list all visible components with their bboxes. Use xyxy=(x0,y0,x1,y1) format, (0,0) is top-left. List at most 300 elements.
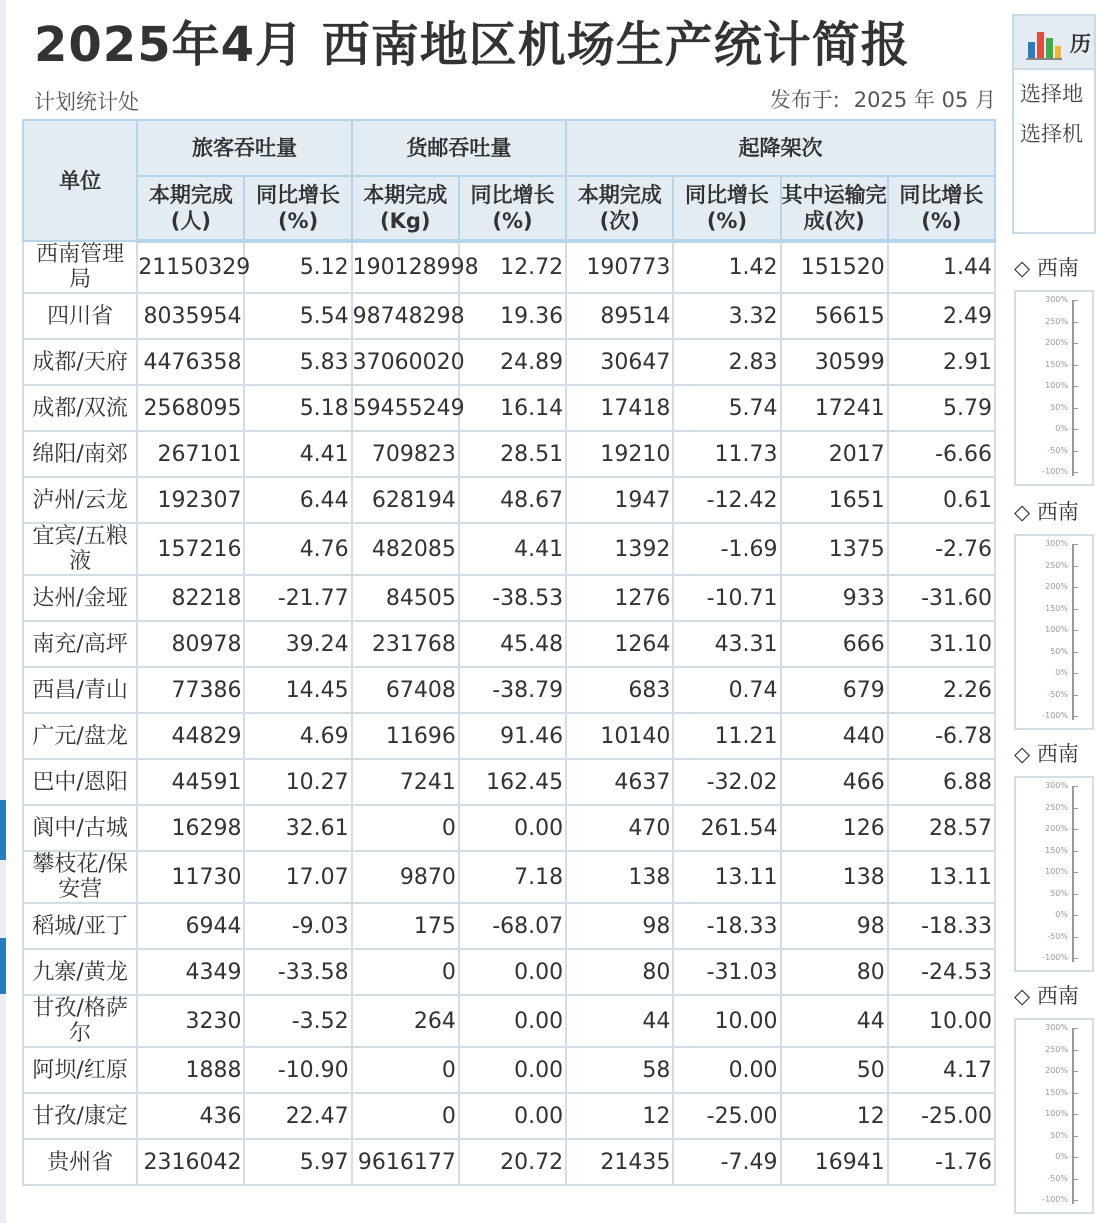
mini-chart-tick xyxy=(1072,937,1078,938)
published-date: 2025 年 05 月 xyxy=(853,88,996,112)
value-cell: -1.69 xyxy=(673,523,780,575)
subheader: 同比增长(%) xyxy=(673,176,780,241)
value-cell: 482085 xyxy=(352,523,459,575)
table-row xyxy=(23,293,995,339)
value-cell: 10140 xyxy=(566,713,673,759)
mini-chart-tick-label: 0% xyxy=(1055,424,1068,433)
value-cell: 1375 xyxy=(781,523,888,575)
value-cell: -18.33 xyxy=(673,903,780,949)
unit-cell: 巴中/恩阳 xyxy=(23,759,137,805)
mini-chart-tick-label: 200% xyxy=(1045,582,1068,591)
table-row xyxy=(23,667,995,713)
table-row xyxy=(23,903,995,949)
value-cell: 10.00 xyxy=(888,995,995,1047)
value-cell: 440 xyxy=(781,713,888,759)
mini-chart-tick xyxy=(1072,652,1078,653)
value-cell: 933 xyxy=(781,575,888,621)
value-cell: 264 xyxy=(352,995,459,1047)
mini-chart-tick-label: 150% xyxy=(1045,845,1068,855)
value-cell: -25.00 xyxy=(888,1093,995,1139)
mini-chart-tick-label: -50% xyxy=(1047,689,1068,699)
value-cell: 44591 xyxy=(137,759,244,805)
value-cell: 1264 xyxy=(566,621,673,667)
value-cell: 12 xyxy=(566,1093,673,1139)
unit-cell: 阆中/古城 xyxy=(23,805,137,851)
statistics-table xyxy=(22,119,996,1186)
unit-cell: 贵州省 xyxy=(23,1139,137,1185)
subheader: 其中运输完成(次) xyxy=(781,176,888,241)
mini-chart-tick-label: 200% xyxy=(1045,1066,1068,1075)
mini-chart-tick-label: 150% xyxy=(1045,1087,1068,1097)
unit-cell: 西昌/青山 xyxy=(23,667,137,713)
bar-chart-icon xyxy=(1026,28,1062,60)
mini-chart-tick-label: 300% xyxy=(1045,781,1068,790)
value-cell: 30647 xyxy=(566,339,673,385)
mini-chart-tick xyxy=(1072,300,1078,301)
mini-chart-tick xyxy=(1072,786,1078,787)
value-cell: 89514 xyxy=(566,293,673,339)
mini-chart-tick-label: 150% xyxy=(1045,603,1068,613)
value-cell: 4476358 xyxy=(137,339,244,385)
value-cell: 5.79 xyxy=(888,385,995,431)
table-row xyxy=(23,995,995,1047)
mini-chart-tick-label: 50% xyxy=(1050,402,1068,412)
value-cell: 98 xyxy=(781,903,888,949)
value-cell: -2.76 xyxy=(888,523,995,575)
mini-chart-tick-label: 50% xyxy=(1050,646,1068,656)
value-cell: 1888 xyxy=(137,1047,244,1093)
value-cell: 2017 xyxy=(781,431,888,477)
value-cell: 44829 xyxy=(137,713,244,759)
value-cell: -6.66 xyxy=(888,431,995,477)
mini-chart-tick-label: -100% xyxy=(1042,467,1068,476)
unit-cell: 甘孜/格萨尔 xyxy=(23,995,137,1047)
section-heading: ◇ 西南 xyxy=(1014,500,1079,524)
mini-chart-tick xyxy=(1072,1179,1078,1180)
value-cell: 17.07 xyxy=(244,851,351,903)
value-cell: -68.07 xyxy=(459,903,566,949)
table-row xyxy=(23,1047,995,1093)
value-cell: -7.49 xyxy=(673,1139,780,1185)
value-cell: 3.32 xyxy=(673,293,780,339)
value-cell: 5.54 xyxy=(244,293,351,339)
value-cell: 2.26 xyxy=(888,667,995,713)
value-cell: -31.03 xyxy=(673,949,780,995)
mini-chart xyxy=(1014,534,1094,730)
value-cell: 16298 xyxy=(137,805,244,851)
value-cell: 5.18 xyxy=(244,385,351,431)
mini-chart-tick xyxy=(1072,322,1078,323)
mini-chart-tick xyxy=(1072,343,1078,344)
value-cell: 709823 xyxy=(352,431,459,477)
mini-chart-tick-label: 300% xyxy=(1045,539,1068,548)
mini-chart-tick-label: 0% xyxy=(1055,668,1068,677)
value-cell: 0.00 xyxy=(459,1047,566,1093)
mini-chart-tick-label: 100% xyxy=(1045,1109,1068,1118)
value-cell: 16941 xyxy=(781,1139,888,1185)
value-cell: -21.77 xyxy=(244,575,351,621)
value-cell: 261.54 xyxy=(673,805,780,851)
value-cell: 1.44 xyxy=(888,241,995,293)
value-cell: 267101 xyxy=(137,431,244,477)
unit-cell: 达州/金垭 xyxy=(23,575,137,621)
unit-cell: 阿坝/红原 xyxy=(23,1047,137,1093)
mini-chart xyxy=(1014,1018,1094,1214)
mini-chart-tick xyxy=(1072,894,1078,895)
value-cell: 67408 xyxy=(352,667,459,713)
mini-chart-tick-label: 250% xyxy=(1045,802,1068,812)
mini-chart-tick-label: -100% xyxy=(1042,711,1068,720)
mini-chart-tick xyxy=(1072,630,1078,631)
value-cell: 4.41 xyxy=(459,523,566,575)
value-cell: 48.67 xyxy=(459,477,566,523)
value-cell: 43.31 xyxy=(673,621,780,667)
value-cell: 44 xyxy=(781,995,888,1047)
value-cell: -24.53 xyxy=(888,949,995,995)
value-cell: 12.72 xyxy=(459,241,566,293)
mini-chart xyxy=(1014,776,1094,972)
mini-chart-tick-label: 0% xyxy=(1055,1152,1068,1161)
value-cell: 11730 xyxy=(137,851,244,903)
value-cell: 58 xyxy=(566,1047,673,1093)
unit-cell: 稻城/亚丁 xyxy=(23,903,137,949)
value-cell: -38.53 xyxy=(459,575,566,621)
value-cell: 4.17 xyxy=(888,1047,995,1093)
value-cell: 20.72 xyxy=(459,1139,566,1185)
unit-header: 单位 xyxy=(23,120,137,241)
value-cell: 1651 xyxy=(781,477,888,523)
mini-chart-tick-label: 100% xyxy=(1045,625,1068,634)
mini-chart-tick xyxy=(1072,472,1078,473)
value-cell: 9870 xyxy=(352,851,459,903)
value-cell: 0.00 xyxy=(459,1093,566,1139)
side-panel xyxy=(1000,0,1091,1223)
mini-chart-tick-label: 50% xyxy=(1050,1130,1068,1140)
unit-cell: 攀枝花/保安营 xyxy=(23,851,137,903)
value-cell: 11696 xyxy=(352,713,459,759)
filter-box-header xyxy=(1014,16,1094,70)
value-cell: 5.97 xyxy=(244,1139,351,1185)
unit-cell: 泸州/云龙 xyxy=(23,477,137,523)
unit-cell: 四川省 xyxy=(23,293,137,339)
value-cell: 1276 xyxy=(566,575,673,621)
value-cell: 190128998 xyxy=(352,241,459,293)
value-cell: 4.41 xyxy=(244,431,351,477)
value-cell: 9616177 xyxy=(352,1139,459,1185)
value-cell: 5.74 xyxy=(673,385,780,431)
mini-chart-tick xyxy=(1072,673,1078,674)
value-cell: 138 xyxy=(781,851,888,903)
value-cell: 436 xyxy=(137,1093,244,1139)
mini-chart-tick-label: 100% xyxy=(1045,381,1068,390)
table-row xyxy=(23,851,995,903)
value-cell: 16.14 xyxy=(459,385,566,431)
value-cell: -3.52 xyxy=(244,995,351,1047)
mini-chart-tick-label: 0% xyxy=(1055,910,1068,919)
mini-chart-tick xyxy=(1072,695,1078,696)
section-heading: ◇ 西南 xyxy=(1014,984,1079,1008)
value-cell: 0.00 xyxy=(459,949,566,995)
value-cell: 683 xyxy=(566,667,673,713)
value-cell: 4349 xyxy=(137,949,244,995)
value-cell: 1392 xyxy=(566,523,673,575)
value-cell: 6944 xyxy=(137,903,244,949)
mini-chart-tick-label: 250% xyxy=(1045,1044,1068,1054)
value-cell: 2316042 xyxy=(137,1139,244,1185)
subheader: 同比增长(%) xyxy=(459,176,566,241)
mini-chart-tick-label: 300% xyxy=(1045,1023,1068,1032)
left-scroll-edge xyxy=(0,0,6,1223)
region-selector[interactable]: 选择地 xyxy=(1020,82,1083,106)
mini-chart-tick-label: -50% xyxy=(1047,931,1068,941)
table-row xyxy=(23,621,995,667)
value-cell: 0 xyxy=(352,949,459,995)
value-cell: 192307 xyxy=(137,477,244,523)
publish-info xyxy=(770,84,996,114)
value-cell: 5.83 xyxy=(244,339,351,385)
value-cell: 84505 xyxy=(352,575,459,621)
value-cell: 157216 xyxy=(137,523,244,575)
value-cell: -18.33 xyxy=(888,903,995,949)
value-cell: 666 xyxy=(781,621,888,667)
value-cell: 98 xyxy=(566,903,673,949)
mini-chart-tick-label: 250% xyxy=(1045,316,1068,326)
value-cell: 0.00 xyxy=(459,995,566,1047)
mini-chart-tick xyxy=(1072,1157,1078,1158)
mini-chart-tick xyxy=(1072,851,1078,852)
left-edge-mark xyxy=(0,938,6,994)
value-cell: 6.44 xyxy=(244,477,351,523)
table-row xyxy=(23,759,995,805)
value-cell: 98748298 xyxy=(352,293,459,339)
value-cell: 2.83 xyxy=(673,339,780,385)
mini-chart-tick-label: 200% xyxy=(1045,824,1068,833)
unit-cell: 甘孜/康定 xyxy=(23,1093,137,1139)
airport-selector[interactable]: 选择机 xyxy=(1020,122,1083,146)
value-cell: 80 xyxy=(781,949,888,995)
value-cell: 8035954 xyxy=(137,293,244,339)
value-cell: 10.27 xyxy=(244,759,351,805)
value-cell: 4.69 xyxy=(244,713,351,759)
table-row xyxy=(23,713,995,759)
value-cell: -32.02 xyxy=(673,759,780,805)
subheader: 本期完成(人) xyxy=(137,176,244,241)
mini-chart-tick xyxy=(1072,408,1078,409)
value-cell: 0 xyxy=(352,1047,459,1093)
value-cell: 190773 xyxy=(566,241,673,293)
page-title: 2025年4月 西南地区机场生产统计简报 xyxy=(34,17,910,73)
unit-cell: 广元/盘龙 xyxy=(23,713,137,759)
value-cell: 11.21 xyxy=(673,713,780,759)
table-row xyxy=(23,477,995,523)
mini-chart-tick xyxy=(1072,1028,1078,1029)
value-cell: 80978 xyxy=(137,621,244,667)
value-cell: -9.03 xyxy=(244,903,351,949)
value-cell: 1947 xyxy=(566,477,673,523)
value-cell: 4637 xyxy=(566,759,673,805)
value-cell: -10.71 xyxy=(673,575,780,621)
value-cell: 44 xyxy=(566,995,673,1047)
mini-chart-tick-label: 50% xyxy=(1050,888,1068,898)
subheader: 同比增长(%) xyxy=(888,176,995,241)
value-cell: 11.73 xyxy=(673,431,780,477)
unit-cell: 九寨/黄龙 xyxy=(23,949,137,995)
group-header-flights: 起降架次 xyxy=(566,120,995,176)
mini-chart-tick xyxy=(1072,829,1078,830)
mini-chart-tick-label: 100% xyxy=(1045,867,1068,876)
value-cell: 6.88 xyxy=(888,759,995,805)
subheader: 本期完成(次) xyxy=(566,176,673,241)
value-cell: 7241 xyxy=(352,759,459,805)
value-cell: -33.58 xyxy=(244,949,351,995)
value-cell: 2568095 xyxy=(137,385,244,431)
group-header-passengers: 旅客吞吐量 xyxy=(137,120,351,176)
mini-chart-tick xyxy=(1072,716,1078,717)
value-cell: 14.45 xyxy=(244,667,351,713)
department-label: 计划统计处 xyxy=(34,90,139,114)
mini-chart-tick xyxy=(1072,1200,1078,1201)
value-cell: 0.00 xyxy=(459,805,566,851)
table-row xyxy=(23,339,995,385)
mini-chart-tick xyxy=(1072,429,1078,430)
mini-chart-tick xyxy=(1072,1071,1078,1072)
value-cell: 466 xyxy=(781,759,888,805)
unit-cell: 西南管理局 xyxy=(23,241,137,293)
mini-chart-tick xyxy=(1072,587,1078,588)
value-cell: 3230 xyxy=(137,995,244,1047)
value-cell: 50 xyxy=(781,1047,888,1093)
value-cell: 59455249 xyxy=(352,385,459,431)
mini-chart-tick xyxy=(1072,915,1078,916)
unit-cell: 南充/高坪 xyxy=(23,621,137,667)
value-cell: 0.00 xyxy=(673,1047,780,1093)
value-cell: 0 xyxy=(352,805,459,851)
mini-chart-tick-label: -50% xyxy=(1047,445,1068,455)
value-cell: 231768 xyxy=(352,621,459,667)
value-cell: 175 xyxy=(352,903,459,949)
mini-chart-tick xyxy=(1072,451,1078,452)
mini-chart-tick xyxy=(1072,1050,1078,1051)
table-row xyxy=(23,431,995,477)
mini-chart-tick xyxy=(1072,808,1078,809)
value-cell: -31.60 xyxy=(888,575,995,621)
table-row xyxy=(23,385,995,431)
value-cell: 19210 xyxy=(566,431,673,477)
value-cell: 91.46 xyxy=(459,713,566,759)
value-cell: 39.24 xyxy=(244,621,351,667)
value-cell: 628194 xyxy=(352,477,459,523)
value-cell: 2.49 xyxy=(888,293,995,339)
value-cell: -12.42 xyxy=(673,477,780,523)
mini-chart-tick xyxy=(1072,1136,1078,1137)
mini-chart-tick xyxy=(1072,872,1078,873)
value-cell: 0 xyxy=(352,1093,459,1139)
mini-chart-tick xyxy=(1072,1114,1078,1115)
mini-chart-tick xyxy=(1072,386,1078,387)
mini-chart-tick xyxy=(1072,566,1078,567)
unit-cell: 成都/双流 xyxy=(23,385,137,431)
value-cell: 0.74 xyxy=(673,667,780,713)
group-header-cargo: 货邮吞吐量 xyxy=(352,120,566,176)
value-cell: 37060020 xyxy=(352,339,459,385)
mini-chart-tick-label: -100% xyxy=(1042,953,1068,962)
value-cell: 1.42 xyxy=(673,241,780,293)
value-cell: 5.12 xyxy=(244,241,351,293)
panel-title: 历 xyxy=(1070,32,1091,56)
mini-chart-tick xyxy=(1072,365,1078,366)
value-cell: 22.47 xyxy=(244,1093,351,1139)
value-cell: 56615 xyxy=(781,293,888,339)
unit-cell: 绵阳/南郊 xyxy=(23,431,137,477)
value-cell: 19.36 xyxy=(459,293,566,339)
unit-cell: 宜宾/五粮液 xyxy=(23,523,137,575)
value-cell: 30599 xyxy=(781,339,888,385)
value-cell: 17418 xyxy=(566,385,673,431)
value-cell: 2.91 xyxy=(888,339,995,385)
value-cell: 162.45 xyxy=(459,759,566,805)
mini-chart-tick xyxy=(1072,958,1078,959)
value-cell: 126 xyxy=(781,805,888,851)
value-cell: 28.57 xyxy=(888,805,995,851)
mini-chart-tick-label: 250% xyxy=(1045,560,1068,570)
value-cell: 7.18 xyxy=(459,851,566,903)
mini-chart xyxy=(1014,290,1094,486)
value-cell: -10.90 xyxy=(244,1047,351,1093)
filter-box xyxy=(1012,14,1096,234)
mini-chart-tick-label: 150% xyxy=(1045,359,1068,369)
value-cell: 28.51 xyxy=(459,431,566,477)
mini-chart-tick xyxy=(1072,544,1078,545)
mini-chart-tick-label: -100% xyxy=(1042,1195,1068,1204)
value-cell: 31.10 xyxy=(888,621,995,667)
left-edge-mark xyxy=(0,800,6,860)
value-cell: 4.76 xyxy=(244,523,351,575)
value-cell: -1.76 xyxy=(888,1139,995,1185)
value-cell: 470 xyxy=(566,805,673,851)
table-row xyxy=(23,575,995,621)
value-cell: 24.89 xyxy=(459,339,566,385)
table-row xyxy=(23,241,995,293)
table-row xyxy=(23,1093,995,1139)
section-heading: ◇ 西南 xyxy=(1014,256,1079,280)
value-cell: 21150329 xyxy=(137,241,244,293)
table-row xyxy=(23,1139,995,1185)
mini-chart-tick xyxy=(1072,609,1078,610)
value-cell: 13.11 xyxy=(888,851,995,903)
value-cell: -6.78 xyxy=(888,713,995,759)
mini-chart-tick-label: 300% xyxy=(1045,295,1068,304)
value-cell: 32.61 xyxy=(244,805,351,851)
subheader: 本期完成(Kg) xyxy=(352,176,459,241)
value-cell: -25.00 xyxy=(673,1093,780,1139)
value-cell: 17241 xyxy=(781,385,888,431)
mini-chart-tick-label: 200% xyxy=(1045,338,1068,347)
table-row xyxy=(23,523,995,575)
value-cell: 80 xyxy=(566,949,673,995)
value-cell: 21435 xyxy=(566,1139,673,1185)
value-cell: 151520 xyxy=(781,241,888,293)
value-cell: 77386 xyxy=(137,667,244,713)
unit-cell: 成都/天府 xyxy=(23,339,137,385)
value-cell: 12 xyxy=(781,1093,888,1139)
value-cell: 138 xyxy=(566,851,673,903)
value-cell: 13.11 xyxy=(673,851,780,903)
table-row xyxy=(23,949,995,995)
value-cell: 0.61 xyxy=(888,477,995,523)
table-body xyxy=(23,241,995,1185)
section-heading: ◇ 西南 xyxy=(1014,742,1079,766)
mini-chart-tick-label: -50% xyxy=(1047,1173,1068,1183)
